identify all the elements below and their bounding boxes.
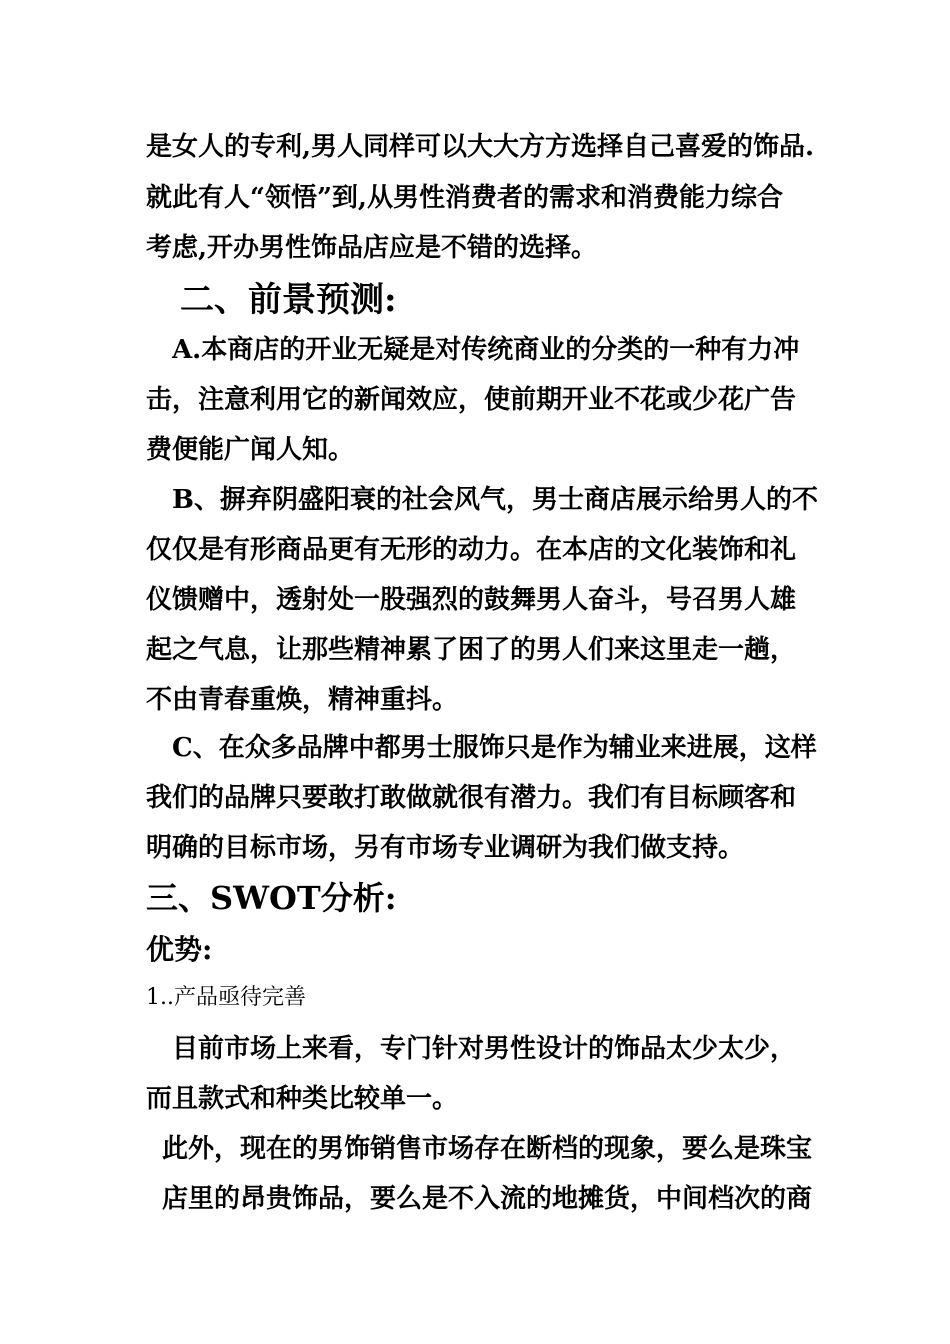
point-c-line-1: C、在众多品牌中都男士服饰只是作为辅业来进展，这样 bbox=[172, 733, 817, 763]
item-1-more-line-2: 店里的昂贵饰品，要么是不入流的地摊货，中间档次的商 bbox=[162, 1184, 813, 1214]
point-b-line-3: 仪馈赠中，透射处一股强烈的鼓舞男人奋斗，号召男人雄 bbox=[146, 585, 797, 615]
point-b-line-5: 不由青春重焕，精神重抖。 bbox=[146, 685, 459, 715]
intro-line-2: 就此有人“领悟”到,从男性消费者的需求和消费能力综合 bbox=[146, 183, 783, 213]
item-1-more-line-1: 此外，现在的男饰销售市场存在断档的现象，要么是珠宝 bbox=[162, 1134, 813, 1164]
point-b-line-1: B、摒弃阴盛阳衰的社会风气，男士商店展示给男人的不 bbox=[172, 485, 818, 515]
item-1-title: 1..产品亟待完善 bbox=[146, 985, 306, 1010]
item-1-line-2: 而且款式和种类比较单一。 bbox=[146, 1084, 459, 1114]
section-heading-swot: 三、SWOT分析: bbox=[146, 879, 397, 917]
point-b-line-2: 仅仅是有形商品更有无形的动力。在本店的文化装饰和礼 bbox=[146, 535, 797, 565]
intro-line-1: 是女人的专利,男人同样可以大大方方选择自己喜爱的饰品. bbox=[146, 132, 815, 162]
point-c-line-2: 我们的品牌只要敢打敢做就很有潜力。我们有目标顾客和 bbox=[146, 783, 797, 813]
point-a-line-2: 击，注意利用它的新闻效应，使前期开业不花或少花广告 bbox=[146, 385, 797, 415]
point-c-line-3: 明确的目标市场，另有市场专业调研为我们做支持。 bbox=[146, 833, 745, 863]
section-heading-prospects: 二、前景预测: bbox=[180, 280, 397, 320]
point-b-line-4: 起之气息，让那些精神累了困了的男人们来这里走一趟， bbox=[146, 635, 797, 665]
intro-line-3: 考虑,开办男性饰品店应是不错的选择。 bbox=[146, 233, 598, 263]
point-a-line-1: A.本商店的开业无疑是对传统商业的分类的一种有力冲 bbox=[172, 335, 800, 365]
item-1-line-1: 目前市场上来看，专门针对男性设计的饰品太少太少， bbox=[172, 1034, 797, 1064]
point-a-line-3: 费便能广闻人知。 bbox=[146, 435, 355, 465]
strengths-heading: 优势: bbox=[146, 933, 213, 966]
